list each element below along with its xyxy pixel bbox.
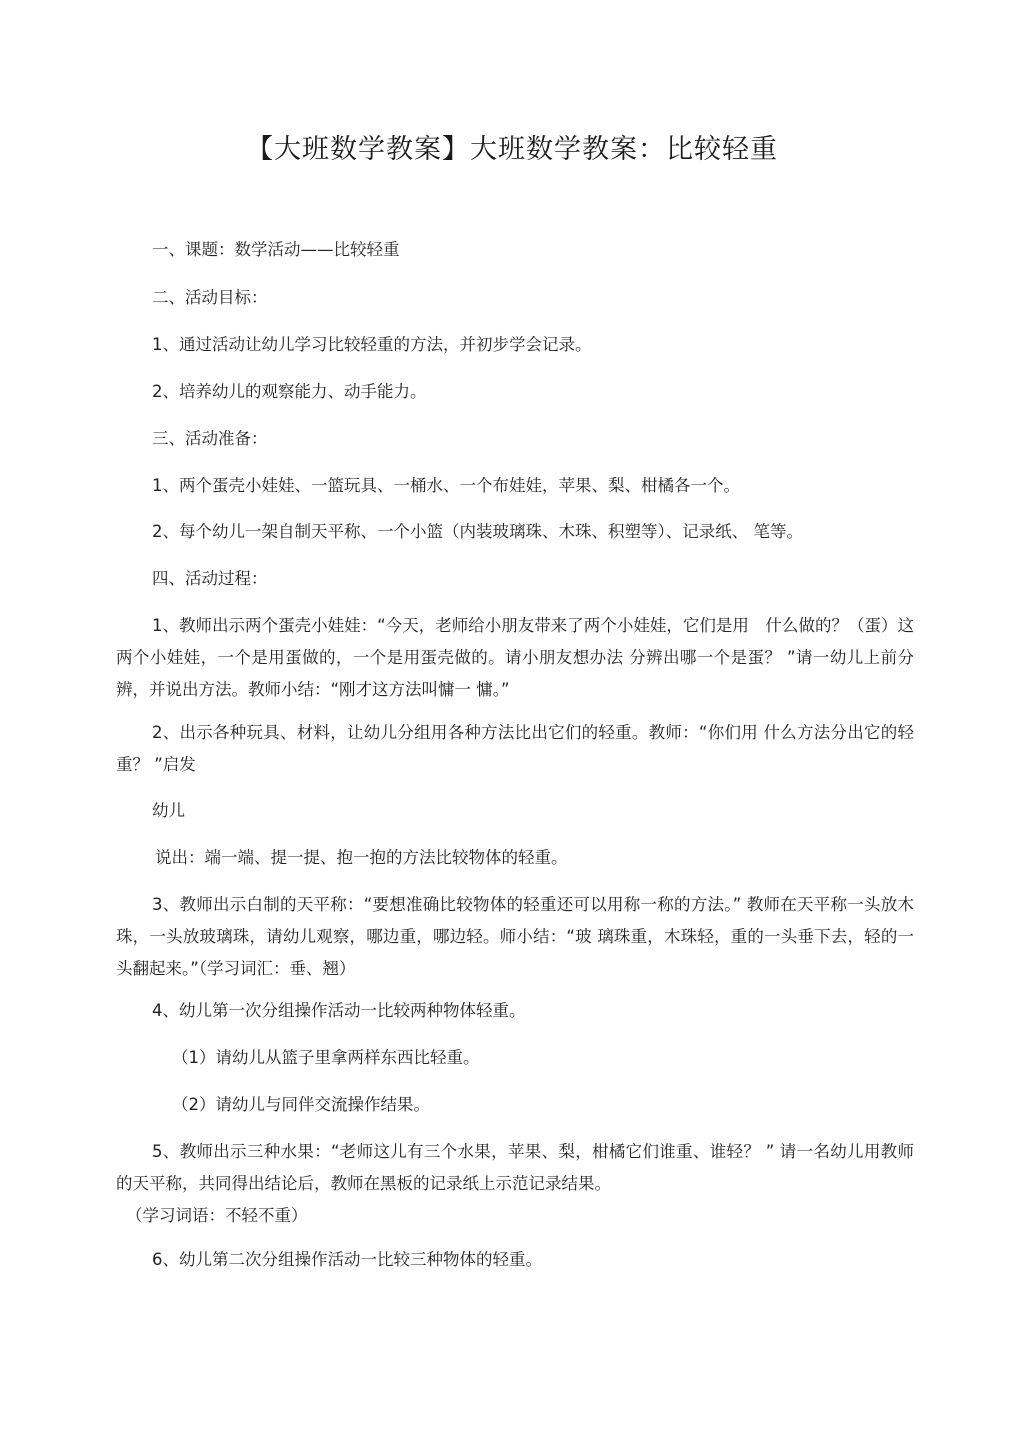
prep-heading: 三、活动准备： — [152, 429, 268, 448]
process-step-4-sub-2: （2）请幼儿与同伴交流操作结果。 — [172, 1095, 430, 1114]
process-heading: 四、活动过程： — [152, 569, 268, 588]
process-step-4-sub-1: （1）请幼儿从篮子里拿两样东西比轻重。 — [172, 1048, 480, 1067]
process-step-4: 4、幼儿第一次分组操作活动一比较两种物体轻重。 — [152, 1001, 526, 1020]
process-step-1: 1、教师出示两个蛋壳小娃娃：“今天，老师给小朋友带来了两个小娃娃，它们是用 什么做的？（蛋）这两个小娃娃，一个是用蛋做的，一个是用蛋壳做的。请小朋友想办法 分辨出哪一个是蛋？ ”请一幼儿上前分辨，并说出方法。教师小结：“刚才这方法叫慵一 慵。” — [116, 616, 914, 699]
topic-line: 一、课题：数学活动——比较轻重 — [152, 240, 400, 259]
process-step-2: 2、出示各种玩具、材料，让幼儿分组用各种方法比出它们的轻重。教师：“你们用 什么方法分出它的轻重？ ”启发 — [116, 723, 914, 774]
prep-item-2: 2、每个幼儿一架自制天平称、一个小篮（内装玻璃珠、木珠、积塑等）、记录纸、 笔等。 — [152, 522, 803, 541]
goal-item-2: 2、培养幼儿的观察能力、动手能力。 — [152, 382, 427, 401]
process-step-2-children: 幼儿 — [152, 801, 185, 820]
document-title: 【大班数学教案】大班数学教案：比较轻重 — [246, 134, 778, 165]
process-step-2-say: 说出：端一端、提一提、抱一抱的方法比较物体的轻重。 — [155, 848, 568, 867]
goals-heading: 二、活动目标： — [152, 288, 268, 307]
process-step-5: 5、教师出示三种水果：“老师这儿有三个水果，苹果、梨，柑橘它们谁重、谁轻？ ” 请一名幼儿用教师的天平称，共同得出结论后，教师在黑板的记录纸上示范记录结果。 — [116, 1142, 914, 1193]
process-step-5-note: （学习词语：不轻不重） — [126, 1206, 308, 1225]
goal-item-1: 1、通过活动让幼儿学习比较轻重的方法，并初步学会记录。 — [152, 335, 592, 354]
process-step-6: 6、幼儿第二次分组操作活动一比较三种物体的轻重。 — [152, 1250, 542, 1269]
prep-item-1: 1、两个蛋壳小娃娃、一篮玩具、一桶水、一个布娃娃，苹果、梨、柑橘各一个。 — [152, 476, 740, 495]
process-step-3: 3、教师出示白制的天平称：“要想准确比较物体的轻重还可以用称一称的方法。” 教师在天平称一头放木珠，一头放玻璃珠，请幼儿观察，哪边重，哪边轻。师小结：“玻 璃珠重，木珠轻，重的一头垂下去，轻的一头翻起来。”（学习词汇：垂、翘） — [116, 895, 914, 978]
